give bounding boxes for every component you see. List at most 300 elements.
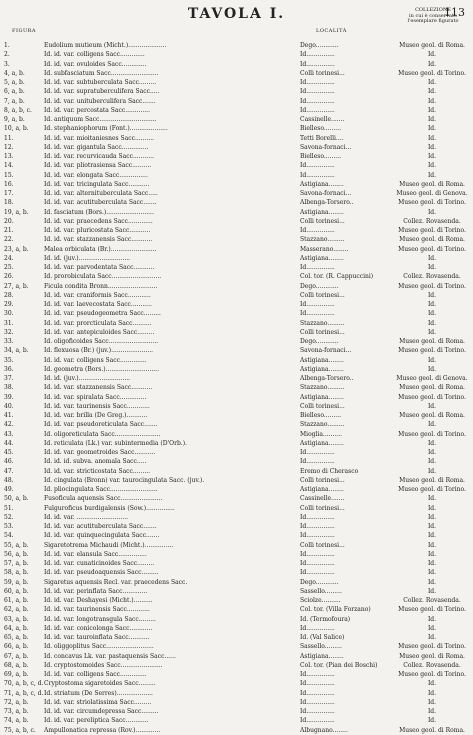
species-name: Id. id. var. cunaticinoides Sacc......... <box>44 560 155 567</box>
locality: Id............... <box>300 88 335 96</box>
figure-number: 17. <box>4 190 14 197</box>
collection: Id. <box>427 624 437 632</box>
table-row <box>4 504 469 513</box>
figure-number: 69, a, b. <box>4 671 29 678</box>
locality: Colli torinesi... <box>300 541 345 549</box>
collection: Id. <box>427 587 437 595</box>
species-name: Id. id. var. ovuloides Sacc............. <box>44 60 147 68</box>
collection: Museo geol. di Torino. <box>398 69 466 77</box>
figure-number: 32. <box>4 328 14 336</box>
collection: Id. <box>427 171 437 179</box>
locality: Dego............ <box>300 338 339 345</box>
figure-number: 54. <box>4 532 14 540</box>
collection: Id. <box>427 153 437 160</box>
collection: Id. <box>427 449 437 456</box>
locality: Astigiana........ <box>300 180 344 188</box>
species-name: Id. id. var. acutituberculata Sacc....... <box>44 199 157 207</box>
locality: Cassinelle....... <box>300 495 345 503</box>
species-name: Id. id. var. circumdepressa Sacc......... <box>44 708 159 715</box>
figure-number: 59, a, b. <box>4 578 29 586</box>
table-row <box>4 578 469 587</box>
species-name: Id. cingulata (Bronn) var. taurocingulata Sacc. (juv.). <box>44 476 205 484</box>
species-name: Id. id. var. antepiculoides Sacc......... <box>44 328 155 336</box>
table-row <box>4 365 469 374</box>
locality: Id............... <box>300 550 335 558</box>
figure-number: 63, a, b. <box>4 615 29 623</box>
collection: Id. <box>427 60 437 68</box>
table-row <box>4 494 469 503</box>
collection: Id. <box>427 523 437 530</box>
collection: Id. <box>427 51 437 59</box>
collection: Museo geol. di Roma. <box>399 652 465 660</box>
entries-table <box>4 41 469 735</box>
species-name: Id. id. var. spiralata Sacc.............. <box>44 393 147 401</box>
locality: Savona-fornaci... <box>300 347 352 355</box>
figure-number: 64, a, b. <box>4 624 29 632</box>
figure-number: 53. <box>4 523 14 530</box>
locality: Id............... <box>300 162 335 170</box>
species-name: Id. id. var. pliotrasiensa Sacc.......... <box>44 162 152 170</box>
table-row <box>4 541 469 550</box>
figure-number: 74, a, b. <box>4 717 29 725</box>
figure-number: 21. <box>4 227 14 234</box>
collection: Id. <box>427 97 437 105</box>
collection: Museo geol. di Roma. <box>399 338 465 345</box>
collection: Id. <box>427 532 437 540</box>
collection: Id. <box>427 439 437 447</box>
species-name: Id. id. var. laevecostata Sacc........... <box>44 301 152 308</box>
locality: Col. tor. (Villa Forzano) <box>300 606 371 614</box>
species-name: Id. id. var. pseudogeometra Sacc......... <box>44 310 161 318</box>
locality: Id............... <box>300 689 335 697</box>
locality: Id............... <box>300 79 335 86</box>
locality: Id............... <box>300 458 335 466</box>
collection: Id. <box>427 291 437 299</box>
table-row <box>4 319 469 328</box>
figure-number: 16. <box>4 180 14 188</box>
collection: Museo geol. di Roma. <box>399 726 465 734</box>
table-row <box>4 689 469 698</box>
locality: Astigiana........ <box>300 486 344 493</box>
localita-header: LOCALITÀ <box>316 28 347 34</box>
table-row <box>4 605 469 614</box>
figure-number: 37. <box>4 375 14 382</box>
collection: Collez. Rovasenda. <box>403 217 461 225</box>
table-row <box>4 448 469 457</box>
figure-number: 42. <box>4 421 14 429</box>
table-row <box>4 328 469 337</box>
species-name: Id. id. var. unituberculifera Sacc....... <box>44 97 156 105</box>
locality: Col. tor. (Pian dei Boschi) <box>300 661 378 669</box>
collection: Id. <box>427 467 437 475</box>
collection: Museo geol. di Torino. <box>398 199 466 207</box>
locality: Eremo di Cherasco <box>300 467 359 475</box>
figure-number: 30. <box>4 310 14 318</box>
species-name: Id. id. var. striolatissima Sacc......... <box>44 698 152 706</box>
table-row <box>4 217 469 226</box>
locality: Id............... <box>300 569 335 577</box>
figure-number: 3. <box>4 60 10 68</box>
species-name: Id. id. var. stricticostata Sacc......... <box>44 467 151 475</box>
figure-number: 62, a, b. <box>4 606 29 614</box>
table-row <box>4 476 469 485</box>
figure-number: 9, a, b. <box>4 116 25 123</box>
table-row <box>4 707 469 716</box>
figure-number: 48. <box>4 476 14 484</box>
locality: Astigiana........ <box>300 652 344 660</box>
table-row <box>4 254 469 263</box>
locality: Bielleso......... <box>300 125 342 133</box>
table-row <box>4 87 469 96</box>
species-name: Id. stephaniophorum (Font.).................... <box>44 125 168 133</box>
locality: Colli torinesi... <box>300 291 345 299</box>
collection: Id. <box>427 106 437 114</box>
figure-number: 14. <box>4 162 14 170</box>
table-row <box>4 337 469 346</box>
figure-number: 60, a, b. <box>4 587 29 595</box>
figure-number: 35. <box>4 356 14 364</box>
species-name: Id. oligoreticulata Sacc........................ <box>44 430 161 438</box>
collection: Museo geol. di Torino. <box>398 643 466 651</box>
collection: Collez. Rovasenda. <box>403 273 461 281</box>
species-name: Id. id. var. perinflata Sacc............. <box>44 587 148 595</box>
figure-number: 1. <box>4 42 10 49</box>
species-name: Id. flexuosa (Br.) (juv.)...................... <box>44 347 154 355</box>
locality: Id............... <box>300 449 335 456</box>
figure-number: 13. <box>4 153 14 160</box>
species-name: Id. id. var. quinquecingulata Sacc....... <box>44 532 160 540</box>
locality: Colli torinesi... <box>300 504 345 512</box>
locality: Id............... <box>300 106 335 114</box>
species-name: Id. id. var. alternituberculata Sacc..... <box>44 190 158 197</box>
species-name: Id. id. var. colligens Sacc.............. <box>44 356 147 364</box>
collection-header-line: in cui è conservato <box>409 12 457 19</box>
collection: Museo geol. di Torino. <box>398 430 466 438</box>
table-row <box>4 393 469 402</box>
locality: Id............... <box>300 171 335 179</box>
locality: Mioglia.......... <box>300 430 343 438</box>
locality: Id............... <box>300 532 335 540</box>
figure-number: 66, a, b. <box>4 643 29 651</box>
table-row <box>4 568 469 577</box>
table-row <box>4 522 469 531</box>
species-name: Id. reticulata (Lk.) var. subintermedia (D'Orb.). <box>44 439 187 447</box>
collection: Museo geol. di Torino. <box>398 282 466 290</box>
collection: Id. <box>427 79 437 86</box>
figure-number: 29. <box>4 301 14 308</box>
table-row <box>4 245 469 254</box>
locality: Sassello......... <box>300 587 342 595</box>
locality: Albenga-Torsero.. <box>300 199 354 207</box>
locality: Id............... <box>300 513 335 521</box>
table-row <box>4 180 469 189</box>
collection: Id. <box>427 162 437 170</box>
species-name: Id. id. var. stazzanensis Sacc........... <box>44 384 153 392</box>
species-name: Id. id. id. subva. anomala Sacc..... <box>44 458 147 466</box>
species-name: Id. id. var. pereliptica Sacc............ <box>44 717 149 725</box>
locality: Col. tor. (R. Cappuccini) <box>300 273 374 281</box>
table-row <box>4 513 469 522</box>
collection: Id. <box>427 134 437 142</box>
table-row <box>4 300 469 309</box>
species-name: Sigaretus aquensis Recl. var. praecedens Sacc. <box>44 578 188 586</box>
figure-number: 26. <box>4 273 14 281</box>
collection: Id. <box>427 301 437 308</box>
locality: Stazzano......... <box>300 421 345 429</box>
locality: Sassello......... <box>300 643 342 651</box>
locality: Id............... <box>300 51 335 59</box>
figure-number: 34, a, b. <box>4 347 29 355</box>
locality: Id. (Val Salice) <box>300 634 345 641</box>
locality: Id............... <box>300 624 335 632</box>
species-name: Id. subfasciatum Sacc......................... <box>44 69 159 77</box>
figure-number: 58, a, b. <box>4 569 29 577</box>
locality: Savona-fornaci... <box>300 190 352 197</box>
figure-number: 75, a, b, c. <box>4 726 36 734</box>
locality: Savona-fornaci... <box>300 143 352 151</box>
table-row <box>4 189 469 198</box>
figure-number: 8, a, b, c. <box>4 106 32 114</box>
collection: Museo geol. di Roma. <box>399 412 465 419</box>
table-row <box>4 346 469 355</box>
species-name: Id. id. var. pseudoaquensis Sacc......... <box>44 569 159 577</box>
table-row <box>4 615 469 624</box>
table-row <box>4 263 469 272</box>
species-name: Id. pliocingulata Sacc......................... <box>44 486 158 493</box>
table-row <box>4 716 469 725</box>
locality: Id............... <box>300 310 335 318</box>
species-name: Id. id. var. gigantula Sacc.............. <box>44 143 149 151</box>
table-row <box>4 559 469 568</box>
collection: Id. <box>427 680 437 688</box>
figure-number: 44. <box>4 439 14 447</box>
species-name: Id. concavus Lk. var. pastaquensis Sacc...... <box>44 652 176 660</box>
species-name: Id. geometra (Bors.)............................ <box>44 365 159 373</box>
species-name: Id. id. var. craniformis Sacc............ <box>44 291 151 299</box>
species-name: Id. id. var. Deshayesi (Micht.).......... <box>44 597 153 604</box>
locality: Id............... <box>300 301 335 308</box>
species-name: Id. id. var. taurinensis Sacc............ <box>44 606 150 614</box>
collection: Id. <box>427 495 437 503</box>
table-row <box>4 41 469 50</box>
figura-header: FIGURA <box>12 28 37 34</box>
figure-number: 52. <box>4 513 14 521</box>
table-row <box>4 235 469 244</box>
species-name: Ampullonatica repressa (Rov.)............. <box>44 726 161 734</box>
table-row <box>4 152 469 161</box>
locality: Colli torinesi... <box>300 69 345 77</box>
figure-number: 49. <box>4 486 14 493</box>
collection-header <box>392 8 473 25</box>
table-row <box>4 134 469 143</box>
table-row <box>4 550 469 559</box>
figure-number: 22. <box>4 236 14 244</box>
collection: Id. <box>427 208 437 216</box>
collection: Id. <box>427 717 437 725</box>
figure-number: 33. <box>4 338 14 345</box>
table-row <box>4 661 469 670</box>
table-row <box>4 143 469 152</box>
species-name: Id. id. var. brilla (De Greg.)........... <box>44 412 148 419</box>
collection: Id. <box>427 328 437 336</box>
table-row <box>4 439 469 448</box>
locality: Id............... <box>300 708 335 715</box>
collection: Id. <box>427 698 437 706</box>
species-name: Id. antiquum Sacc.............................. <box>44 116 157 123</box>
locality: Colli torinesi... <box>300 402 345 410</box>
collection: Id. <box>427 560 437 567</box>
figure-number: 72, a, b. <box>4 698 29 706</box>
locality: Id............... <box>300 698 335 706</box>
collection: Id. <box>427 125 437 133</box>
species-name: Id. id. var. taurinensis Sacc............ <box>44 402 150 410</box>
figure-number: 10, a, b. <box>4 125 29 133</box>
locality: Id............... <box>300 227 335 234</box>
figure-number: 56, a, b. <box>4 550 29 558</box>
species-name: Id. id. var. ........................... <box>44 513 129 521</box>
figure-number: 24. <box>4 254 14 262</box>
collection: Id. <box>427 310 437 318</box>
locality: Id............... <box>300 680 335 688</box>
collection: Id. <box>427 550 437 558</box>
table-row <box>4 670 469 679</box>
locality: Dego............ <box>300 282 339 290</box>
species-name: Eudolium mutieum (Micht.).................... <box>44 42 167 49</box>
locality: Id............... <box>300 60 335 68</box>
locality: Stazzano......... <box>300 384 345 392</box>
collection: Museo geol. di Torino. <box>398 245 466 253</box>
locality: Stazzano......... <box>300 319 345 327</box>
figure-number: 6, a, b. <box>4 88 25 96</box>
table-row <box>4 115 469 124</box>
locality: Id............... <box>300 717 335 725</box>
collection: Id. <box>427 458 437 466</box>
species-name: Id. id. var. colligens Sacc.............. <box>44 671 147 678</box>
locality: Id............... <box>300 97 335 105</box>
table-row <box>4 226 469 235</box>
species-name: Id. id. var. parvodentata Sacc........... <box>44 264 155 271</box>
locality: Tetti Borelli.... <box>300 134 344 142</box>
species-name: Id. oliggoplitus Sacc......................... <box>44 643 154 651</box>
table-row <box>4 106 469 115</box>
table-row <box>4 596 469 605</box>
page-number: 113 <box>444 6 465 19</box>
table-row <box>4 309 469 318</box>
species-name: Id. id. var. acutituberculata Sacc....... <box>44 523 157 530</box>
table-row <box>4 402 469 411</box>
species-name: Sigaretotrema Michaudi (Micht.)............... <box>44 541 174 549</box>
species-name: Id. id. var. tauroinflata Sacc........... <box>44 634 150 641</box>
figure-number: 46. <box>4 458 14 466</box>
locality: Dego............ <box>300 578 339 586</box>
collection: Id. <box>427 254 437 262</box>
collection: Museo geol. di Torino. <box>398 347 466 355</box>
figure-number: 55, a, b. <box>4 541 29 549</box>
locality: Astigiana........ <box>300 356 344 364</box>
figure-number: 31. <box>4 319 14 327</box>
collection-header-line: l'esemplare figurato <box>407 18 459 24</box>
table-row <box>4 624 469 633</box>
figure-number: 40. <box>4 402 14 410</box>
table-row <box>4 467 469 476</box>
figure-number: 47. <box>4 467 14 475</box>
species-name: Id. id. var. pseudoreticulata Sacc....... <box>44 421 158 429</box>
table-row <box>4 726 469 735</box>
species-name: Id. id. (juv.)........................... <box>44 375 131 382</box>
collection: Id. <box>427 541 437 549</box>
figure-number: 19, a, b. <box>4 208 29 216</box>
collection: Id. <box>427 513 437 521</box>
collection: Museo geol. di Genova. <box>396 375 468 382</box>
figure-number: 28. <box>4 291 14 299</box>
figure-number: 65, a, b. <box>4 634 29 641</box>
locality: Sciolze.......... <box>300 597 341 604</box>
table-row <box>4 50 469 59</box>
table-row <box>4 698 469 707</box>
species-name: Id. cryptostomoides Sacc...................... <box>44 661 163 669</box>
collection: Id. <box>427 615 437 623</box>
species-name: Id. id. var. elongata Sacc............... <box>44 171 148 179</box>
locality: Colli torinesi... <box>300 328 345 336</box>
species-name: Id. id. var. geometroides Sacc........... <box>44 449 156 456</box>
species-name: Id. id. var. colligens Sacc............. <box>44 51 145 59</box>
species-name: Id. id. var. pluricostata Sacc........... <box>44 227 151 234</box>
figure-number: 15. <box>4 171 14 179</box>
locality: Id............... <box>300 560 335 567</box>
species-name: Malea orbiculata (Br.)........................ <box>44 245 157 253</box>
collection: Collez. Rovasenda. <box>403 661 461 669</box>
collection: Id. <box>427 689 437 697</box>
locality: Cassinelle....... <box>300 116 345 123</box>
table-row <box>4 97 469 106</box>
collection: Id. <box>427 264 437 271</box>
figure-number: 43. <box>4 430 14 438</box>
species-name: Id. id. var. stazzanensis Sacc........... <box>44 236 153 244</box>
table-row <box>4 124 469 133</box>
species-name: Id. id. var. longotransgula Sacc......... <box>44 615 156 623</box>
figure-number: 70, a, b, c, d. <box>4 680 44 688</box>
species-name: Id. id. (juv.)........................... <box>44 254 131 262</box>
table-row <box>4 171 469 180</box>
figure-number: 12. <box>4 143 14 151</box>
figure-number: 41. <box>4 412 14 419</box>
species-name: Id. id. var. tricingulata Sacc........... <box>44 180 150 188</box>
locality: Astigiana........ <box>300 208 344 216</box>
species-name: Id. oligoficoides Sacc.......................... <box>44 338 159 345</box>
collection: Id. <box>427 356 437 364</box>
collection: Id. <box>427 143 437 151</box>
table-row <box>4 208 469 217</box>
species-name: Fulguroficus burdigalensis (Sow.)............... <box>44 504 175 512</box>
species-name: Id. id. var. subtuberculata Sacc......... <box>44 79 157 86</box>
table-row <box>4 78 469 87</box>
figure-number: 67, a, b. <box>4 652 29 660</box>
collection: Id. <box>427 319 437 327</box>
figure-number: 73, a, b. <box>4 708 29 715</box>
locality: Albugnano........ <box>300 726 348 734</box>
table-row <box>4 69 469 78</box>
figure-number: 36. <box>4 365 14 373</box>
figure-number: 4, a, b. <box>4 69 25 77</box>
collection: Museo geol. di Roma. <box>399 384 465 392</box>
table-row <box>4 485 469 494</box>
table-row <box>4 457 469 466</box>
collection: Id. <box>427 421 437 429</box>
figure-number: 5, a, b. <box>4 79 25 86</box>
table-row <box>4 642 469 651</box>
table-row <box>4 272 469 281</box>
collection: Museo geol. di Torino. <box>398 227 466 234</box>
